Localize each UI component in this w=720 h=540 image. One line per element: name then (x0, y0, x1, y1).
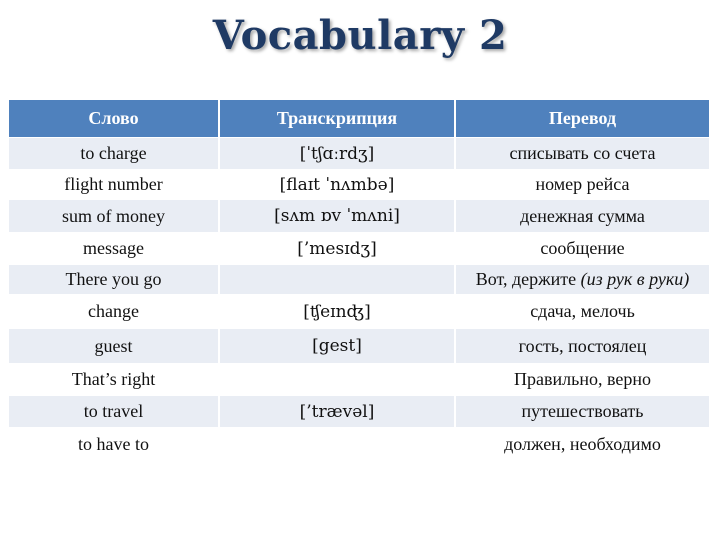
column-header-word: Слово (9, 100, 219, 138)
translation-text: Вот, держите (475, 269, 581, 289)
transcription-cell (219, 428, 455, 462)
table-row (9, 233, 709, 265)
column-header-transcription: Транскрипция (219, 100, 455, 138)
translation-cell: гость, постоялец (455, 329, 709, 364)
translation-cell: денежная сумма (455, 200, 709, 233)
table-row (9, 138, 709, 170)
translation-cell: должен, необходимо (455, 428, 709, 462)
table-row (9, 428, 709, 462)
transcription-cell: [gest] (219, 329, 455, 364)
translation-cell: сообщение (455, 233, 709, 265)
translation-cell: Правильно, верно (455, 364, 709, 396)
word-cell: flight number (9, 170, 219, 200)
word-cell: There you go (9, 265, 219, 295)
table-header-row (9, 100, 709, 138)
translation-cell: сдача, мелочь (455, 295, 709, 329)
word-cell: change (9, 295, 219, 329)
transcription-cell (219, 364, 455, 396)
word-cell: to travel (9, 396, 219, 428)
transcription-cell: [ˈtʃɑːrdʒ] (219, 138, 455, 170)
column-header-translation: Перевод (455, 100, 709, 138)
word-cell: sum of money (9, 200, 219, 233)
translation-cell: путешествовать (455, 396, 709, 428)
table-row (9, 396, 709, 428)
table-row (9, 170, 709, 200)
translation-cell: номер рейса (455, 170, 709, 200)
word-cell: That’s right (9, 364, 219, 396)
transcription-cell: [sʌm ɒv ˈmʌni] (219, 200, 455, 233)
transcription-cell: [flaɪt ˈnʌmbə] (219, 170, 455, 200)
table-row (9, 364, 709, 396)
transcription-cell: [’mesɪdʒ] (219, 233, 455, 265)
word-cell: to have to (9, 428, 219, 462)
vocabulary-table (9, 100, 709, 462)
translation-cell: списывать со счета (455, 138, 709, 170)
table-row (9, 329, 709, 364)
transcription-cell: [ʧeɪnʤ] (219, 295, 455, 329)
translation-note: (из рук в руки) (580, 269, 690, 289)
transcription-cell: [’trævəl] (219, 396, 455, 428)
word-cell: guest (9, 329, 219, 364)
page-title: Vocabulary 2 (212, 12, 508, 59)
transcription-cell (219, 265, 455, 295)
table-row (9, 200, 709, 233)
word-cell: message (9, 233, 219, 265)
word-cell: to charge (9, 138, 219, 170)
table-row (9, 265, 709, 295)
table-row (9, 295, 709, 329)
translation-cell (455, 265, 709, 295)
